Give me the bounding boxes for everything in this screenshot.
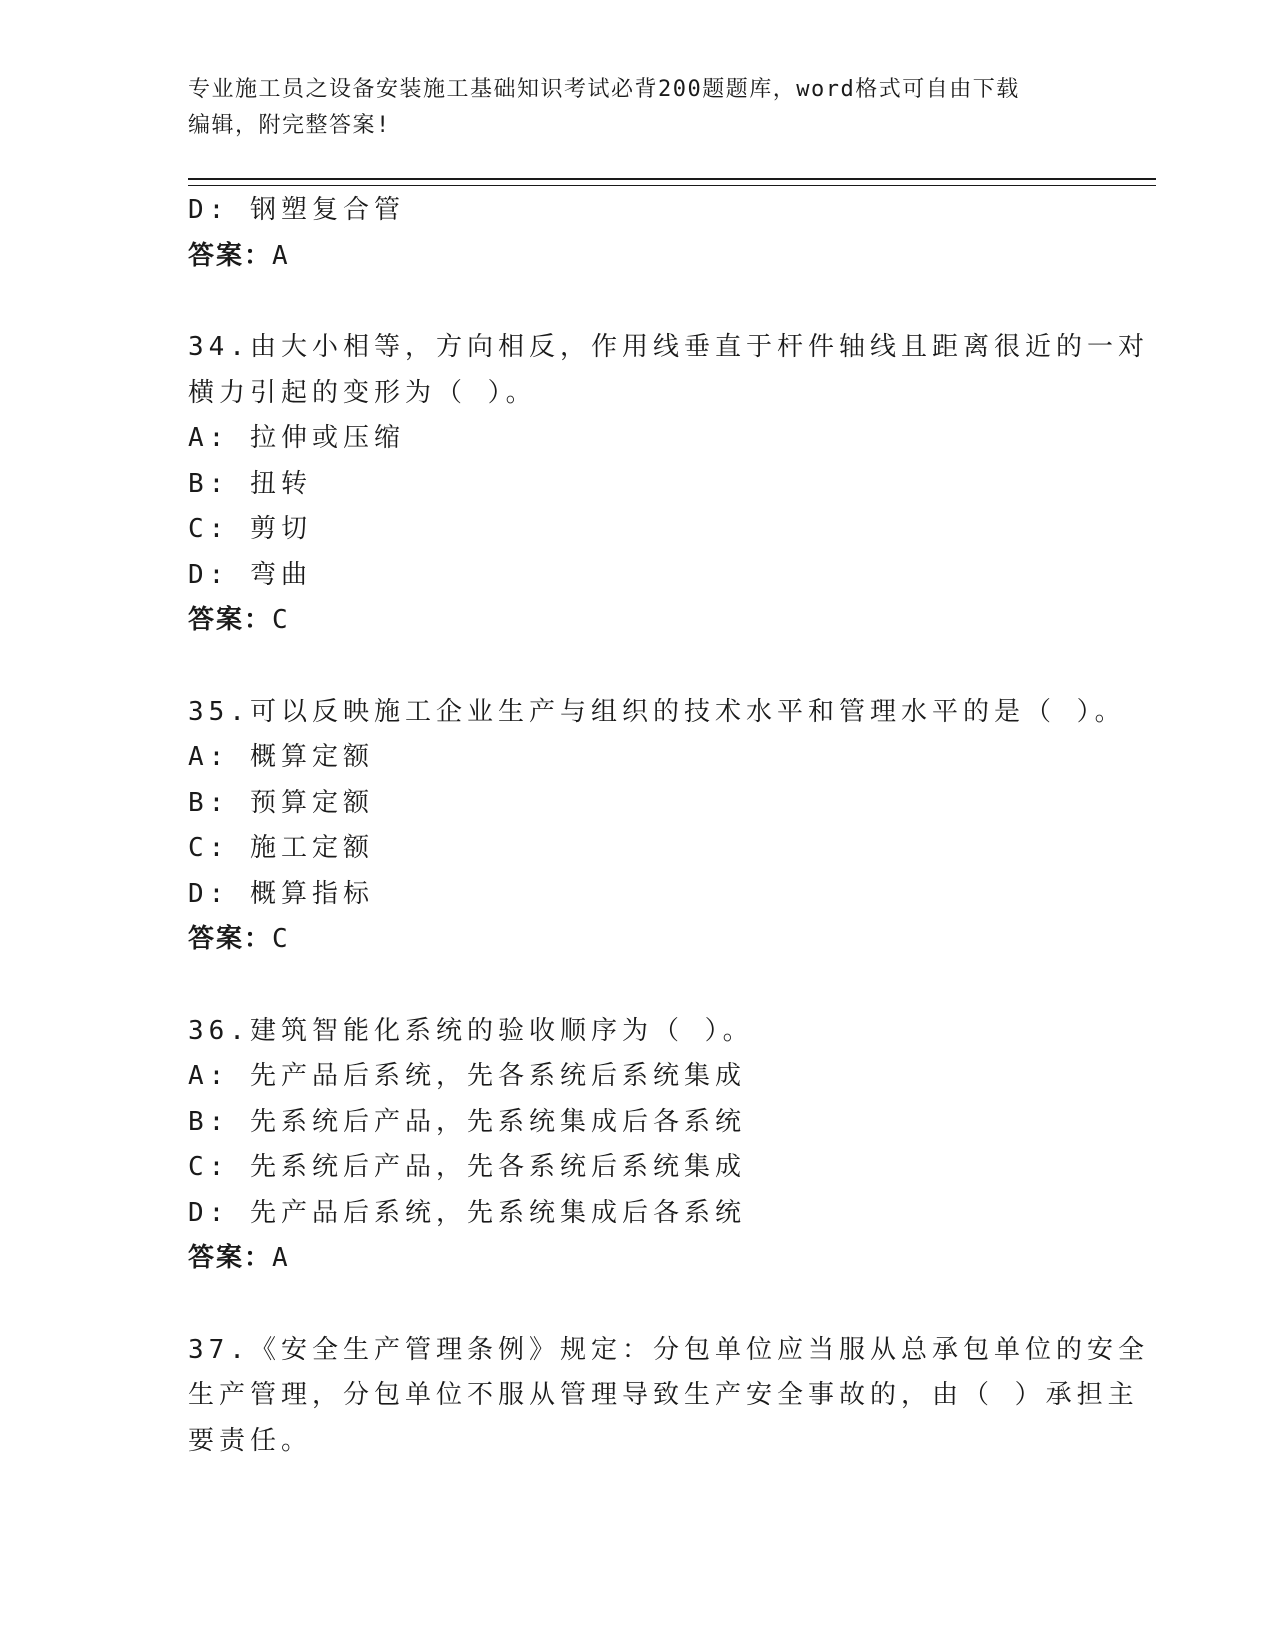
answer-label: 答案：: [188, 240, 273, 271]
answer-value: C: [272, 605, 290, 635]
question-list: [188, 188, 1149, 1464]
question-35: [188, 690, 1126, 963]
question-34: [188, 325, 1149, 644]
option-d: D: 概算指标: [188, 878, 374, 909]
question-33-tail: [188, 188, 1088, 279]
answer-line: [188, 234, 1088, 280]
question-stem-line: 生产管理，分包单位不服从管理导致生产安全事故的，由（ ）承担主: [188, 1380, 1139, 1410]
question-stem-line: 37.《安全生产管理条例》规定：分包单位应当服从总承包单位的安全: [188, 1334, 1149, 1365]
option-c: C: 施工定额: [188, 833, 374, 863]
page-header: [188, 72, 1068, 144]
option-c: C: 剪切: [188, 514, 312, 544]
option-d: D: 先产品后系统，先系统集成后各系统: [188, 1197, 746, 1228]
option-c: C: 先系统后产品，先各系统后系统集成: [188, 1152, 746, 1182]
header-divider: [188, 178, 1156, 186]
answer-label: 答案：: [188, 924, 273, 954]
answer-line: [188, 917, 1088, 963]
answer-line: [188, 598, 1088, 644]
answer-value: C: [272, 924, 290, 954]
option-d: D: 弯曲: [188, 559, 312, 590]
option-b: B: 扭转: [188, 468, 312, 499]
option-b: B: 先系统后产品，先系统集成后各系统: [188, 1106, 746, 1137]
answer-label: 答案：: [188, 1243, 273, 1273]
option-b: B: 预算定额: [188, 787, 374, 818]
question-36: [188, 1009, 1088, 1282]
question-stem-line: 36.建筑智能化系统的验收顺序为（ ）。: [188, 1015, 754, 1046]
answer-label: 答案：: [188, 605, 273, 635]
option-a: A: 先产品后系统，先各系统后系统集成: [188, 1061, 746, 1091]
answer-line: [188, 1236, 1088, 1282]
answer-value: A: [272, 240, 290, 271]
header-title-line-2: 编辑，附完整答案!: [188, 113, 391, 138]
option-a: A: 拉伸或压缩: [188, 423, 405, 453]
answer-value: A: [272, 1243, 290, 1273]
option-d: D: 钢塑复合管: [188, 195, 405, 225]
question-stem-line: 34.由大小相等，方向相反，作用线垂直于杆件轴线且距离很近的一对: [188, 332, 1149, 362]
option-a: A: 概算定额: [188, 742, 374, 772]
question-stem-line: 35.可以反映施工企业生产与组织的技术水平和管理水平的是（ ）。: [188, 696, 1126, 727]
question-37: [188, 1328, 1149, 1465]
header-title-line-1: 专业施工员之设备安装施工基础知识考试必背200题题库，word格式可自由下载: [188, 77, 1020, 102]
question-stem-line: 横力引起的变形为（ ）。: [188, 377, 537, 408]
question-stem-line: 要责任。: [188, 1425, 313, 1456]
